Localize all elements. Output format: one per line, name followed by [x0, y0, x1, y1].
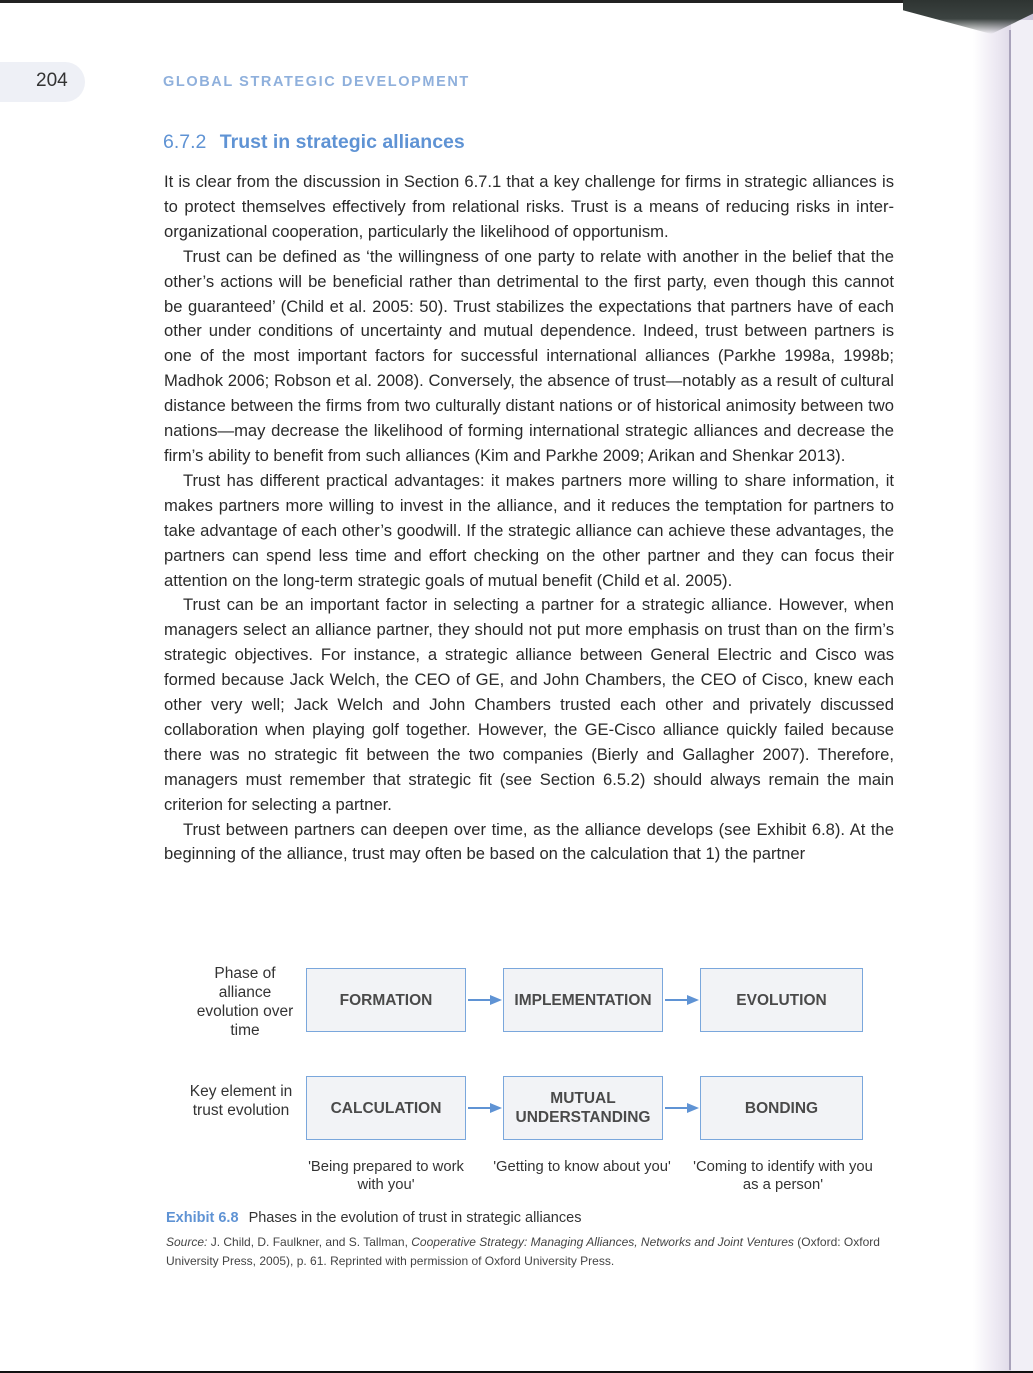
paragraph: Trust can be defined as ‘the willingness of one party to relate with another in the belief that the other’s actions will be beneficial rather than detrimental to the first party, even though this cannot be guaranteed’ (Child et al. 2005: 50). Trust stabilizes the expectations that partners have of each other under conditions of uncertainty and mutual dependence. Indeed, trust between partners is one of the most important factors for successful international alliances (Parkhe 1998a, 1998b; Madhok 2006; Robson et al. 2008). Conversely, the absence of trust—notably as a result of cultural distance between the firms from two culturally distant nations or of historical animosity between two nations—may decrease the likelihood of forming international strategic alliances and decrease the firm’s ability to benefit from such alliances (Kim and Parkhe 2009; Arikan and Shenkar 2013). — [164, 246, 894, 465]
exhibit-diagram — [190, 960, 880, 1205]
arrow-right-icon — [468, 1102, 502, 1114]
quote-bonding: 'Coming to identify with you as a person' — [693, 1159, 873, 1193]
paragraph: Trust between partners can deepen over time, as the alliance develops (see Exhibit 6.8). At the beginning of the alliance, trust may often be based on the calculation that 1) the partner — [164, 819, 894, 864]
exhibit-label: Exhibit 6.8 — [166, 1210, 239, 1226]
paragraph: It is clear from the discussion in Section 6.7.1 that a key challenge for firms in strategic alliances is to protect themselves effectively from relational risks. Trust is a means of reducing risks in inter-organizational cooperation, particularly the likelihood of opportunism. — [164, 172, 894, 241]
row-label-phase: Phase of alliance evolution over time — [196, 965, 294, 1039]
quote-calculation: 'Being prepared to work with you' — [308, 1159, 464, 1193]
body-text — [164, 170, 894, 867]
paragraph: Trust has different practical advantages: it makes partners more willing to share information, it makes partners more willing to invest in the alliance, and it reduces the temptation for partners to take advantage of each other’s goodwill. If the strategic alliance can achieve these advantages, the partners can spend less time and effort checking on the other partner and they can focus their attention on the long-term strategic goals of mutual benefit (Child et al. 2005). — [164, 470, 894, 590]
trust-box-calculation: CALCULATION — [306, 1076, 466, 1140]
source-publication: (Oxford: Oxford University Press, 2005), p. 61. Reprinted with permission of Oxford University Press. — [166, 1235, 880, 1268]
facing-page-edge — [1011, 20, 1033, 1373]
section-number: 6.7.2 — [163, 131, 207, 153]
page-top-edge — [0, 0, 1033, 3]
source-authors: J. Child, D. Faulkner, and S. Tallman, — [210, 1235, 408, 1249]
page-number: 204 — [36, 70, 68, 91]
trust-box-bonding: BONDING — [700, 1076, 863, 1140]
arrow-right-icon — [665, 1102, 699, 1114]
arrow-right-icon — [468, 994, 502, 1006]
exhibit-title: Phases in the evolution of trust in strategic alliances — [248, 1210, 582, 1226]
source-title: Cooperative Strategy: Managing Alliances, Networks and Joint Ventures — [411, 1235, 794, 1249]
phase-box-evolution: EVOLUTION — [700, 968, 863, 1032]
quote-mutual-understanding: 'Getting to know about you' — [493, 1159, 671, 1175]
binding-crease — [1009, 30, 1011, 1370]
arrow-right-icon — [665, 994, 699, 1006]
trust-box-mutual-understanding: MUTUAL UNDERSTANDING — [503, 1076, 663, 1140]
section-title: Trust in strategic alliances — [219, 131, 465, 153]
section-heading — [163, 131, 465, 154]
paragraph: Trust can be an important factor in selecting a partner for a strategic alliance. However, when managers select an alliance partner, they should not put more emphasis on trust than on the firm’s strategic objectives. For instance, a strategic alliance between General Electric and Cisco was formed because Jack Welch, the CEO of GE, and John Chambers, the CEO of Cisco, knew each other very well; Jack Welch and John Chambers trusted each other and privately discussed collaboration when playing golf together. However, the GE-Cisco alliance quickly failed because there was no strategic fit between the two companies (Bierly and Gallagher 2007). Therefore, managers must remember that strategic fit (see Section 6.5.2) should always remain the main criterion for selecting a partner. — [164, 595, 894, 814]
source-label: Source: — [166, 1235, 208, 1249]
phase-box-formation: FORMATION — [306, 968, 466, 1032]
running-head: GLOBAL STRATEGIC DEVELOPMENT — [163, 74, 470, 90]
row-label-trust: Key element in trust evolution — [189, 1083, 293, 1119]
exhibit-source — [166, 1233, 886, 1271]
phase-box-implementation: IMPLEMENTATION — [503, 968, 663, 1032]
exhibit-caption — [166, 1210, 581, 1226]
